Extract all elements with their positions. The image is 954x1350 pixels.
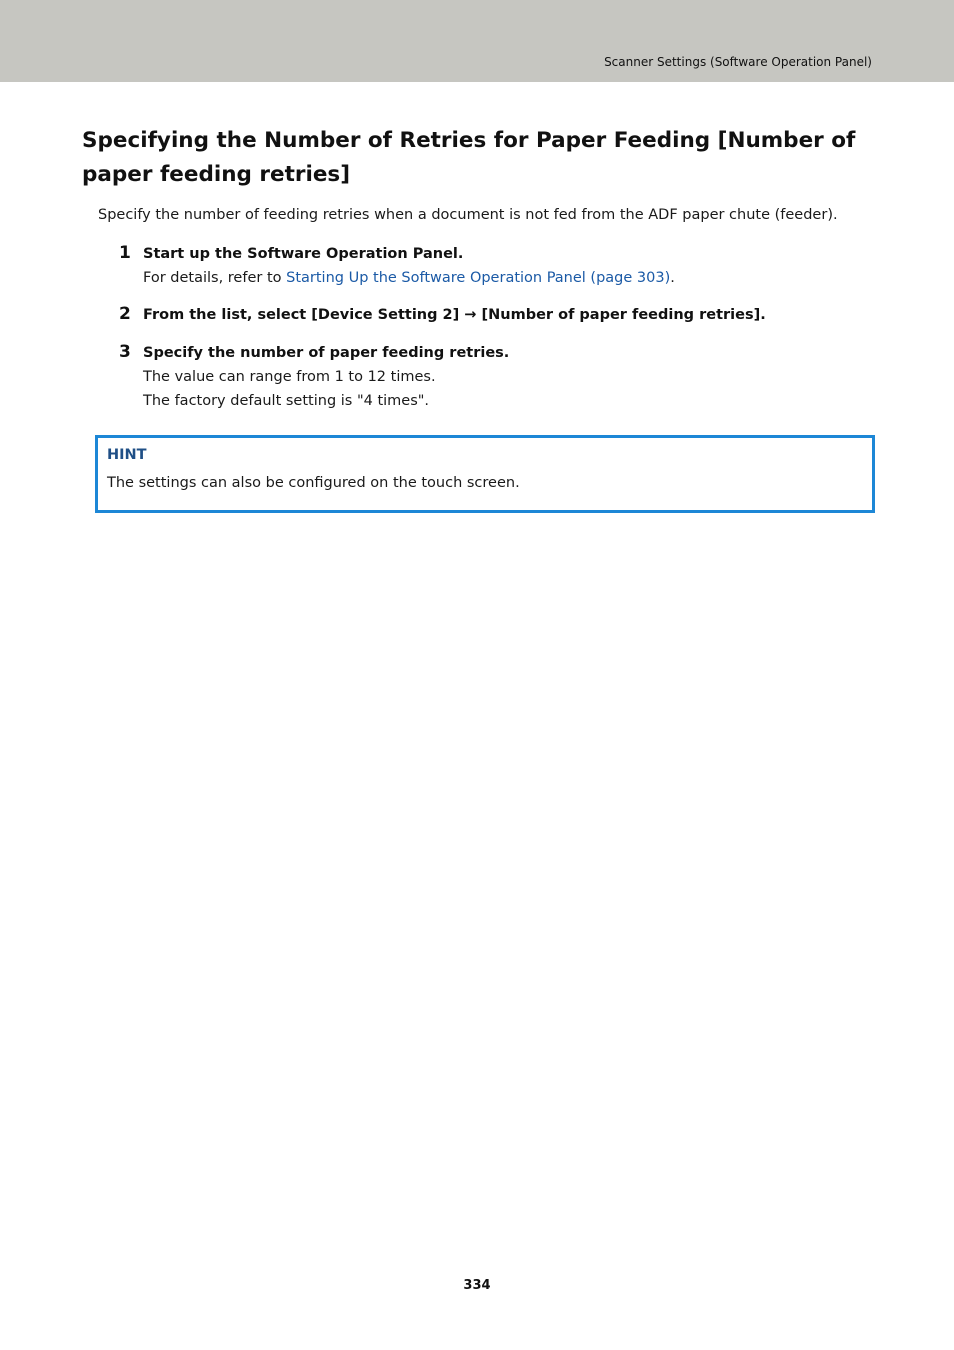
step-1-body-suffix: . <box>670 270 675 286</box>
page-header-bar <box>0 0 954 82</box>
hint-label: HINT <box>107 447 147 463</box>
step-1-body <box>143 270 675 286</box>
step-2-number: 2 <box>119 304 131 324</box>
step-1-heading: Start up the Software Operation Panel. <box>143 246 464 262</box>
page-title: Specifying the Number of Retries for Paper Feeding [Number of paper feeding retries] <box>82 128 856 187</box>
step-3-heading: Specify the number of paper feeding retries. <box>143 345 510 361</box>
section-title: Scanner Settings (Software Operation Panel) <box>604 55 872 69</box>
step-3-number: 3 <box>119 342 131 362</box>
step-1-body-prefix: For details, refer to <box>143 270 287 286</box>
page-number: 334 <box>463 1278 491 1293</box>
hint-box <box>95 435 875 513</box>
step-2-heading: From the list, select [Device Setting 2] → [Number of paper feeding retries]. <box>143 307 766 323</box>
software-operation-panel-link[interactable]: Starting Up the Software Operation Panel (page 303) <box>286 270 671 286</box>
intro-paragraph: Specify the number of feeding retries when a document is not fed from the ADF paper chute (feeder). <box>98 207 838 223</box>
step-3-line-2: The factory default setting is "4 times". <box>143 393 430 409</box>
hint-text: The settings can also be configured on the touch screen. <box>107 475 520 491</box>
step-3-line-1: The value can range from 1 to 12 times. <box>143 369 436 385</box>
step-1-number: 1 <box>119 243 131 263</box>
